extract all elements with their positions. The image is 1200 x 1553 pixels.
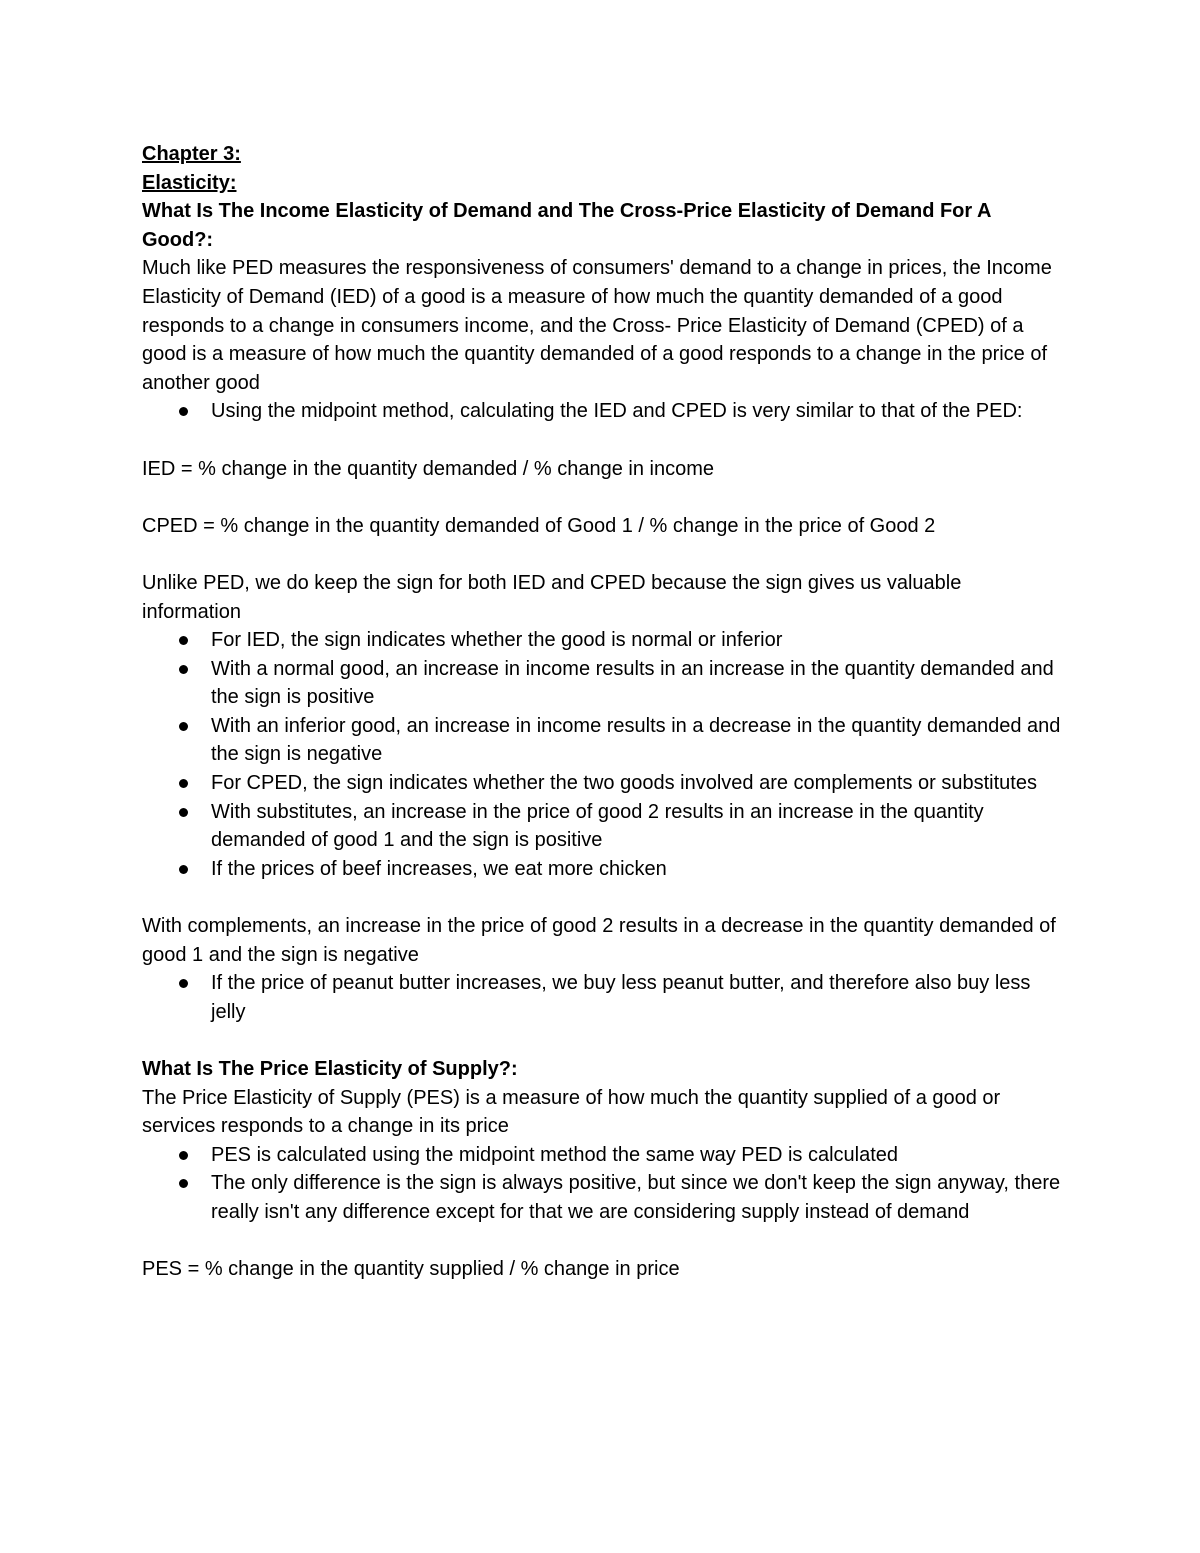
list-item-text: If the price of peanut butter increases, we buy less peanut butter, and therefore also buy less jelly <box>211 972 1031 1023</box>
bullet-icon <box>179 808 188 817</box>
blank-line <box>142 540 1062 569</box>
list-item-text: With an inferior good, an increase in income results in a decrease in the quantity demanded and the sign is negative <box>211 714 1061 766</box>
list-item-text: The only difference is the sign is always positive, but since we don't keep the sign anyway, there really isn't any difference except for that we are considering supply instead of demand <box>211 1172 1061 1223</box>
bullet-list-midpoint <box>142 397 1062 426</box>
list-item-text: For CPED, the sign indicates whether the two goods involved are complements or substitutes <box>211 772 1037 795</box>
topic-heading: Elasticity: <box>142 171 237 194</box>
ied-formula: IED = % change in the quantity demanded / % change in income <box>142 457 715 480</box>
bullet-icon <box>179 407 188 416</box>
section-heading-ied-cped: What Is The Income Elasticity of Demand and The Cross-Price Elasticity of Demand For A Good?: <box>142 200 991 251</box>
list-item <box>142 1141 1062 1170</box>
cped-formula: CPED = % change in the quantity demanded of Good 1 / % change in the price of Good 2 <box>142 514 936 537</box>
pes-intro-paragraph: The Price Elasticity of Supply (PES) is a measure of how much the quantity supplied of a good or services responds to a change in its price <box>142 1086 1001 1138</box>
list-item <box>142 1169 1062 1226</box>
bullet-icon <box>179 1151 188 1160</box>
chapter-heading: Chapter 3: <box>142 143 241 165</box>
list-item <box>142 712 1062 769</box>
blank-line <box>142 426 1062 455</box>
list-item-text: With substitutes, an increase in the price of good 2 results in an increase in the quantity demanded of good 1 and the sign is positive <box>211 800 984 852</box>
blank-line <box>142 883 1062 912</box>
sign-paragraph: Unlike PED, we do keep the sign for both IED and CPED because the sign gives us valuable information <box>142 571 962 623</box>
bullet-icon <box>179 722 188 731</box>
list-item <box>142 969 1062 1026</box>
bullet-list-sign <box>142 626 1062 883</box>
blank-line <box>142 483 1062 512</box>
list-item-text: If the prices of beef increases, we eat more chicken <box>211 857 667 880</box>
bullet-list-pes <box>142 1141 1062 1227</box>
bullet-icon <box>179 865 188 874</box>
list-item <box>142 655 1062 712</box>
blank-line <box>142 1227 1062 1256</box>
bullet-list-complements <box>142 969 1062 1026</box>
list-item <box>142 798 1062 855</box>
bullet-icon <box>179 1179 188 1188</box>
pes-formula: PES = % change in the quantity supplied / % change in price <box>142 1258 680 1281</box>
blank-line <box>142 1026 1062 1055</box>
list-item-text: For IED, the sign indicates whether the good is normal or inferior <box>211 629 783 652</box>
complements-paragraph: With complements, an increase in the price of good 2 results in a decrease in the quantity demanded of good 1 and the sign is negative <box>142 915 1056 966</box>
bullet-icon <box>179 665 188 674</box>
bullet-icon <box>179 779 188 788</box>
bullet-icon <box>179 636 188 645</box>
list-item <box>142 397 1062 426</box>
list-item-text: With a normal good, an increase in income results in an increase in the quantity demanded and the sign is positive <box>211 657 1054 709</box>
section-heading-pes: What Is The Price Elasticity of Supply?: <box>142 1058 518 1080</box>
list-item-text: PES is calculated using the midpoint method the same way PED is calculated <box>211 1143 899 1166</box>
intro-paragraph: Much like PED measures the responsiveness of consumers' demand to a change in prices, the Income Elasticity of Demand (IED) of a good is a measure of how much the quantity demanded of a good responds to a change in consumers income, and the Cross- Price Elasticity of Demand (CPED) of a good is a measure of how much the quantity demanded of a good responds to a change in the price of another good <box>142 257 1052 394</box>
document-page <box>142 140 1062 1284</box>
list-item <box>142 769 1062 798</box>
list-item <box>142 626 1062 655</box>
list-item-text: Using the midpoint method, calculating the IED and CPED is very similar to that of the PED: <box>211 400 1023 423</box>
bullet-icon <box>179 979 188 988</box>
list-item <box>142 855 1062 884</box>
